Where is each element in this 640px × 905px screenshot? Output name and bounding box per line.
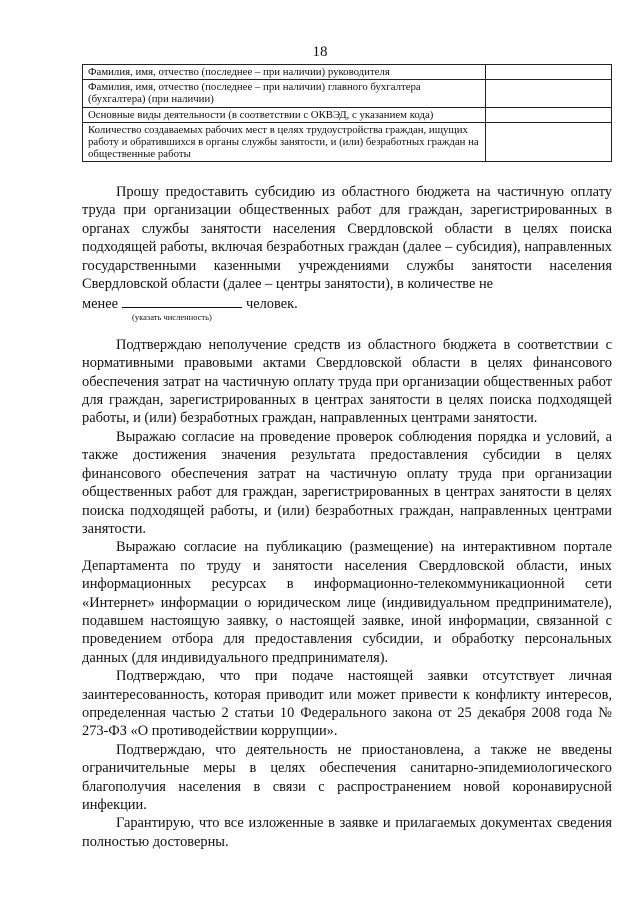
table-row	[83, 122, 612, 162]
page-number: 18	[312, 44, 328, 60]
paragraph-activity-not-suspended: Подтверждаю, что деятельность не приостановлена, а также не введены ограничительные меры в целях обеспечения санитарно-эпидемиологического благополучия населения в связи с распространением новой коронавирусной инфекции.	[82, 741, 612, 813]
persons-label: человек.	[245, 296, 298, 313]
table-row-value[interactable]	[486, 80, 612, 107]
quantity-hint: (указать численность)	[132, 311, 212, 322]
table-row-label: Основные виды деятельности (в соответствии с ОКВЭД, с указанием кода)	[83, 107, 486, 122]
table-row-value[interactable]	[486, 107, 612, 122]
table-row-value[interactable]	[486, 65, 612, 80]
table-row-label: Фамилия, имя, отчество (последнее – при наличии) руководителя	[83, 65, 486, 80]
document-body	[82, 183, 612, 851]
table-row	[83, 80, 612, 107]
table-row-label: Фамилия, имя, отчество (последнее – при наличии) главного бухгалтера (бухгалтера) (при наличии)	[83, 80, 486, 107]
table-row-value[interactable]	[486, 122, 612, 162]
paragraph-inspection-consent: Выражаю согласие на проведение проверок соблюдения порядка и условий, а также достижения значения результата предоставления субсидии в целях финансового обеспечения затрат на частичную оплату труда при организации общественных работ для граждан, зарегистрированных в центрах занятости в целях поиска подходящей работы, и (или) безработных граждан, направленных центрами занятости.	[82, 428, 612, 537]
table-row	[83, 65, 612, 80]
info-table	[82, 64, 612, 162]
quantity-blank-field[interactable]	[122, 293, 242, 308]
less-label: менее	[82, 296, 118, 313]
table-row-label: Количество создаваемых рабочих мест в целях трудоустройства граждан, ищущих работу и обратившихся в органы службы занятости, и (или) безработных граждан на общественные работы	[83, 122, 486, 162]
paragraph-publication-consent: Выражаю согласие на публикацию (размещение) на интерактивном портале Департамента по труду и занятости населения Свердловской области, иных информационных ресурсах в информационно-телекоммуникационной сети «Интернет» информации о юридическом лице (индивидуальном предпринимателе), подавшем настоящую заявку, о настоящей заявке, иной информации, связанной с проведением отбора для предоставления субсидии, и обработку персональных данных (для индивидуального предпринимателя).	[82, 539, 612, 666]
quantity-line	[82, 293, 612, 313]
table-row	[83, 107, 612, 122]
paragraph-no-funds: Подтверждаю неполучение средств из областного бюджета в соответствии с нормативными правовыми актами Свердловской области в целях финансового обеспечения затрат на частичную оплату труда при организации общественных работ для граждан, зарегистрированных в центрах занятости в целях поиска подходящей работы, и (или) безработных граждан, направленных центрами занятости.	[82, 336, 612, 427]
paragraph-conflict-of-interest: Подтверждаю, что при подаче настоящей заявки отсутствует личная заинтересованность, которая приводит или может привести к конфликту интересов, определенная частью 2 статьи 10 Федерального закона от 25 декабря 2008 года № 273-ФЗ «О противодействии коррупции».	[82, 668, 612, 740]
paragraph-subsidy-request: Прошу предоставить субсидию из областного бюджета на частичную оплату труда при организации общественных работ для граждан, зарегистрированных в органах службы занятости населения Свердловской области в целях поиска подходящей работы, включая безработных граждан (далее – субсидия), направленных государственными казенными учреждениями службы занятости населения Свердловской области (далее – центры занятости), в количестве не	[82, 184, 612, 293]
paragraph-guarantee: Гарантирую, что все изложенные в заявке и прилагаемых документах сведения полностью достоверны.	[82, 815, 612, 850]
